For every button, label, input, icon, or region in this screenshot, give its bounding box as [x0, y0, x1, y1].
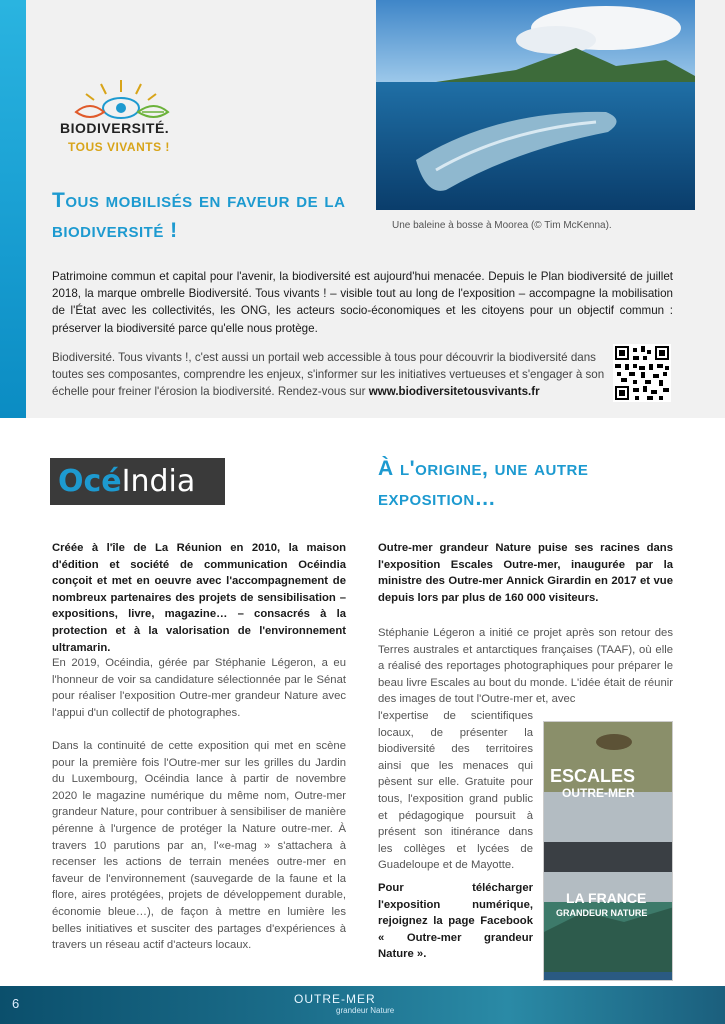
oceindia-logo-part1: Océ — [58, 464, 122, 499]
logo-line2: TOUS VIVANTS ! — [68, 140, 170, 154]
download-paragraph: Pour télécharger l'exposition numérique, rejoignez la page Facebook « Outre-mer grandeur Nature ». — [378, 882, 533, 961]
oceindia-paragraph-2: En 2019, Océindia, gérée par Stéphanie Légeron, a eu l'honneur de voir sa candidature sélectionnée par le Sénat pour réaliser l'exposition Outre-mer grandeur Nature avec l'appui d'un collectif de photographes. — [52, 657, 346, 719]
origine-paragraph-2b: l'expertise de scientifiques locaux, de présenter la biodiversité des territoires ainsi que les menaces qui pèsent sur elle. Gratuite pour tous, l'exposition grand public et pédagogique poursuit à présent son itinérance dans les collèges et lycées de Guadeloupe et de Mayotte. — [378, 709, 533, 872]
left-color-strip — [0, 0, 26, 418]
oceindia-paragraph-3: Dans la continuité de cette exposition qui met en scène pour la première fois l'Outre-mer sur les grilles du Jardin du Luxembourg, Océindia lance à partir de novembre 2020 le magazine numérique du même nom, Outre-mer grandeur Nature, pour contribuer à sensibiliser de manière pérenne à l'urgence de protéger la Nature outre-mer. À travers 10 parutions par an, l'«e-mag » s'attachera à recenser les actions de terrain menées outre-mer en faveur de l'environnement (sauvegarde de la faune et la flore, aires protégées, projets de développement durable, économie bleue…), de façon à mettre en lumière les belles initiatives et susciter des partages d'expériences à travers un réseau actif d'acteurs locaux. — [52, 740, 346, 952]
portal-paragraph — [52, 349, 608, 401]
footer-subtitle: grandeur Nature — [336, 1006, 395, 1015]
headline-biodiversite: Tous mobilisés en faveur de la biodiversité ! — [52, 189, 346, 242]
photo-caption: Une baleine à bosse à Moorea (© Tim McKenna). — [392, 220, 612, 231]
book-title-1: ESCALES — [550, 766, 636, 786]
qr-code[interactable] — [613, 344, 671, 402]
origine-paragraph-2a: Stéphanie Légeron a initié ce projet après son retour des Terres australes et antarctiques françaises (TAAF), où elle a réalisé des reportages photographiques pour préparer le beau livre Escales au bout du monde. L'idée était de réunir des images de tout l'Outre-mer et, avec — [378, 627, 673, 706]
oceindia-logo — [50, 458, 225, 505]
footer-band — [0, 986, 725, 1024]
headline-origine: À l'origine, une autre exposition… — [378, 457, 589, 510]
origine-intro: Outre-mer grandeur Nature puise ses racines dans l'exposition Escales Outre-mer, inaugurée par la ministre des Outre-mer Annick Girardin en 2017 et vue depuis lors par plus de 160 000 visiteurs. — [378, 542, 673, 604]
book-title-2: OUTRE-MER — [562, 786, 635, 800]
footer-title: OUTRE-MER — [294, 992, 376, 1006]
book-title-3: LA FRANCE — [566, 890, 647, 906]
book-cover — [543, 721, 673, 981]
oceindia-intro: Créée à l'île de La Réunion en 2010, la maison d'édition et société de communication Océindia conçoit et met en oeuvre avec l'accompagnement de nombreux partenaires des projets de sensibilisation – expositions, livre, magazine… – consacrés à la protection et à la valorisation de l'environnement ultramarin. — [52, 542, 346, 654]
portal-link[interactable]: www.biodiversitetousvivants.fr — [368, 385, 540, 399]
oceindia-logo-part2: India — [121, 464, 196, 499]
page-number: 6 — [12, 996, 20, 1011]
logo-line1: BIODIVERSITÉ. — [60, 120, 170, 136]
intro-paragraph: Patrimoine commun et capital pour l'avenir, la biodiversité est aujourd'hui menacée. Depuis le Plan biodiversité de juillet 2018, la marque ombrelle Biodiversité. Tous vivants ! – visible tout au long de l'exposition – accompagne la mobilisation de l'État avec les collectivités, les ONG, les acteurs socio-économiques et les citoyens pour un objectif commun : préserver la biodiversité parce qu'elle nous protège. — [52, 270, 673, 335]
book-title-4: GRANDEUR NATURE — [556, 908, 648, 918]
whale-photo — [376, 0, 695, 210]
portal-text: Biodiversité. Tous vivants !, c'est aussi un portail web accessible à tous pour découvrir la biodiversité dans toutes ses composantes, comprendre les enjeux, s'informer sur les initiatives vertueuses et s'engager à son échelle pour freiner l'érosion la biodiversité. Rendez-vous sur — [52, 351, 605, 399]
book-cover-art — [544, 722, 673, 981]
